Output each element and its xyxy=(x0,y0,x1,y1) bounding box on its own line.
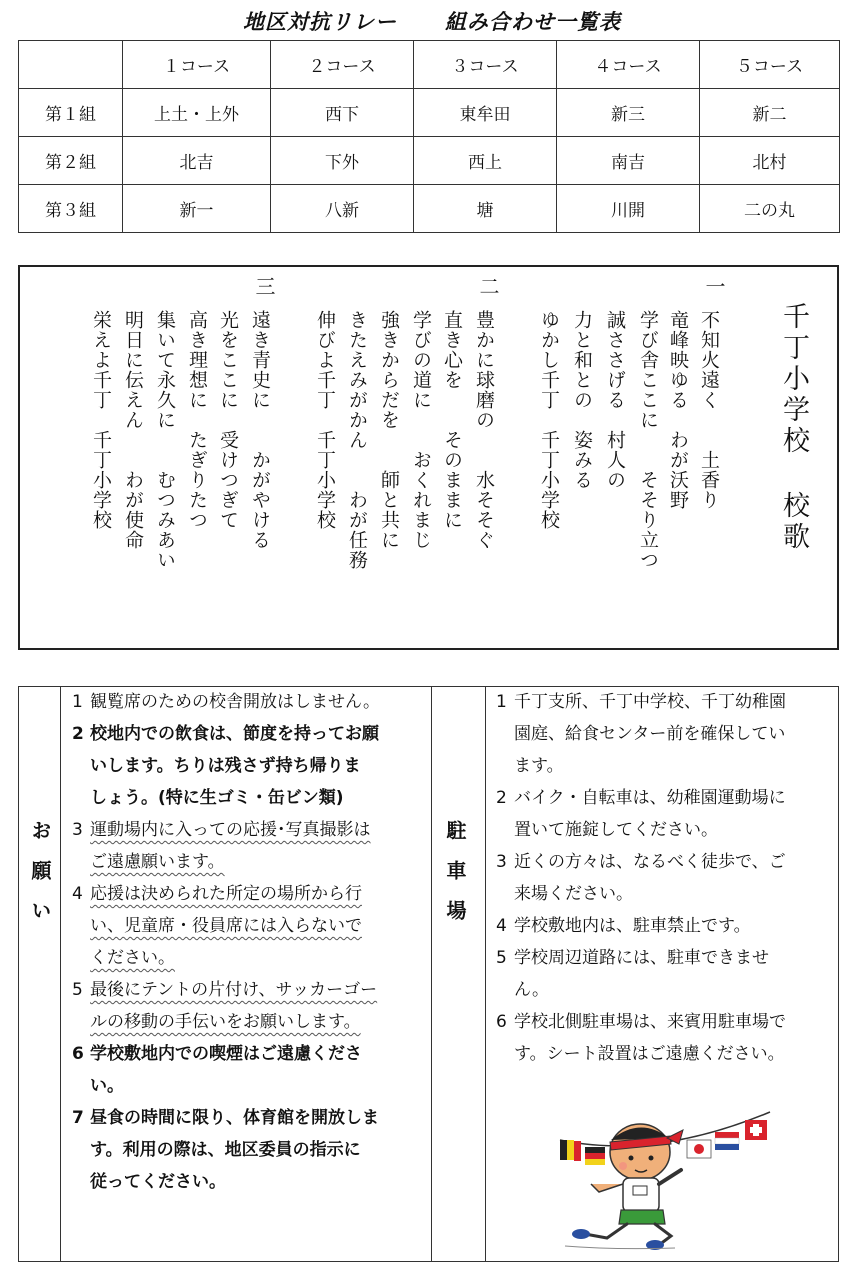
flag-japan-icon xyxy=(687,1140,711,1158)
table-cell: 第２組 xyxy=(19,137,123,185)
header-cell: ５コース xyxy=(700,41,840,89)
table-cell: 川開 xyxy=(557,185,700,233)
table-cell: 第３組 xyxy=(19,185,123,233)
list-item: 6 学校敷地内での喫煙はご遠慮くださ xyxy=(72,1044,362,1064)
song-line: きたえみがかん わが任務 xyxy=(346,310,368,570)
song-line: 伸びよ千丁 千丁小学校 xyxy=(314,310,336,530)
list-item-cont: す。利用の際は、地区委員の指示に xyxy=(90,1140,361,1160)
song-line: 直き心を そのままに xyxy=(441,310,463,530)
song-line: 光をここに 受けつぎて xyxy=(217,310,239,530)
list-item: 2 校地内での飲食は、節度を持ってお願 xyxy=(72,724,379,744)
header-cell: １コース xyxy=(123,41,271,89)
table-row xyxy=(19,137,840,185)
list-item-cont: ルの移動の手伝いをお願いします。 xyxy=(90,1012,361,1032)
header-cell xyxy=(19,41,123,89)
song-title-suffix: 校歌 xyxy=(778,491,809,553)
table-cell: 八新 xyxy=(271,185,414,233)
list-item-cont: しょう。(特に生ゴミ・缶ビン類) xyxy=(90,788,344,808)
header-cell: ４コース xyxy=(557,41,700,89)
flag-belgium-icon xyxy=(560,1140,581,1161)
list-item-cont: いします。ちりは残さず持ち帰りま xyxy=(90,756,361,776)
table-cell: 南吉 xyxy=(557,137,700,185)
flag-netherlands-icon xyxy=(715,1132,739,1150)
song-line: 栄えよ千丁 千丁小学校 xyxy=(90,310,112,530)
song-line: 強きからだを 師と共に xyxy=(378,310,400,550)
song-line: 学び舎ここに そそり立つ xyxy=(637,310,659,570)
list-item: 6 学校北側駐車場は、来賓用駐車場で xyxy=(496,1012,786,1032)
list-item-cont: ください。 xyxy=(90,948,175,968)
table-cell: 北吉 xyxy=(123,137,271,185)
list-item-cont: ご遠慮願います。 xyxy=(90,852,225,872)
table-header-row xyxy=(19,41,840,89)
table-cell: 新三 xyxy=(557,89,700,137)
song-title-school: 千丁小学校 xyxy=(778,302,809,457)
table-cell: 新二 xyxy=(700,89,840,137)
list-item-cont: い、児童席・役員席には入らないで xyxy=(90,916,362,936)
table-cell: 下外 xyxy=(271,137,414,185)
verse-number: 一 xyxy=(702,276,726,296)
list-item: 5 学校周辺道路には、駐車できませ xyxy=(496,948,769,968)
parking-list xyxy=(488,686,838,1070)
song-line: 遠き青史に かがやける xyxy=(249,310,271,550)
song-title xyxy=(767,302,813,602)
table-cell: 西下 xyxy=(271,89,414,137)
relay-title xyxy=(0,6,864,36)
parking-label: 駐車場 xyxy=(443,820,467,940)
table-row xyxy=(19,185,840,233)
table-cell: 上土・上外 xyxy=(123,89,271,137)
runner-character-icon xyxy=(565,1124,683,1250)
list-item-cont: 従ってください。 xyxy=(90,1172,226,1192)
table-cell: 新一 xyxy=(123,185,271,233)
song-line: 明日に伝えん わが使命 xyxy=(122,310,144,550)
header-cell: ３コース xyxy=(414,41,557,89)
song-line: ゆかし千丁 千丁小学校 xyxy=(538,310,560,530)
mascot-illustration xyxy=(555,1100,780,1250)
header-cell: ２コース xyxy=(271,41,414,89)
requests-list xyxy=(64,686,430,1198)
list-item: 3 近くの方々は、なるべく徒歩で、ご xyxy=(496,852,786,872)
table-row xyxy=(19,89,840,137)
relay-title-left: 地区対抗リレー xyxy=(243,10,397,34)
song-line: 不知火遠く 土香り xyxy=(698,310,720,510)
song-line: 竜峰映ゆる わが沃野 xyxy=(667,310,689,510)
song-line: 誠ささげる 村人の xyxy=(604,310,626,490)
list-item-cont: 園庭、給食センター前を確保してい xyxy=(514,724,786,744)
song-line: 力と和との 姿みる xyxy=(571,310,593,490)
list-item-cont: い。 xyxy=(90,1076,124,1096)
song-line: 豊かに球磨の 水そそぐ xyxy=(473,310,495,550)
list-item-cont: ます。 xyxy=(514,756,564,776)
list-item: 5 最後にテントの片付け、サッカーゴー xyxy=(72,980,378,1000)
list-item-cont: ん。 xyxy=(514,980,550,1000)
list-item: 3 運動場内に入っての応援･写真撮影は xyxy=(72,820,371,840)
table-cell: 西上 xyxy=(414,137,557,185)
list-item: 4 学校敷地内は、駐車禁止です。 xyxy=(496,916,751,936)
table-cell: 塘 xyxy=(414,185,557,233)
divider xyxy=(60,687,61,1261)
flag-germany-icon xyxy=(585,1147,605,1165)
list-item: 1 観覧席のための校舎開放はしません。 xyxy=(72,692,381,712)
list-item: 7 昼食の時間に限り、体育館を開放しま xyxy=(72,1108,379,1128)
list-item-cont: す。シート設置はご遠慮ください。 xyxy=(514,1044,785,1064)
list-item: 2 バイク・自転車は、幼稚園運動場に xyxy=(496,788,786,808)
verse-number: 二 xyxy=(476,276,500,296)
list-item-cont: 置いて施錠してください。 xyxy=(514,820,718,840)
relay-title-right: 組み合わせ一覧表 xyxy=(445,10,621,34)
list-item: 4 応援は決められた所定の場所から行 xyxy=(72,884,362,904)
divider xyxy=(431,687,432,1261)
table-cell: 第１組 xyxy=(19,89,123,137)
song-line: 集いて永久に むつみあい xyxy=(154,310,176,570)
flag-switzerland-icon xyxy=(745,1120,767,1140)
table-cell: 東牟田 xyxy=(414,89,557,137)
song-line: 高き理想に たぎりたつ xyxy=(186,310,208,530)
requests-label: お願い xyxy=(28,820,52,940)
list-item: 1 千丁支所、千丁中学校、千丁幼稚園 xyxy=(496,692,786,712)
table-cell: 北村 xyxy=(700,137,840,185)
list-item-cont: 来場ください。 xyxy=(514,884,633,904)
relay-table xyxy=(18,40,840,233)
table-cell: 二の丸 xyxy=(700,185,840,233)
verse-number: 三 xyxy=(252,276,276,296)
divider xyxy=(485,687,486,1261)
song-line: 学びの道に おくれまじ xyxy=(410,310,432,550)
